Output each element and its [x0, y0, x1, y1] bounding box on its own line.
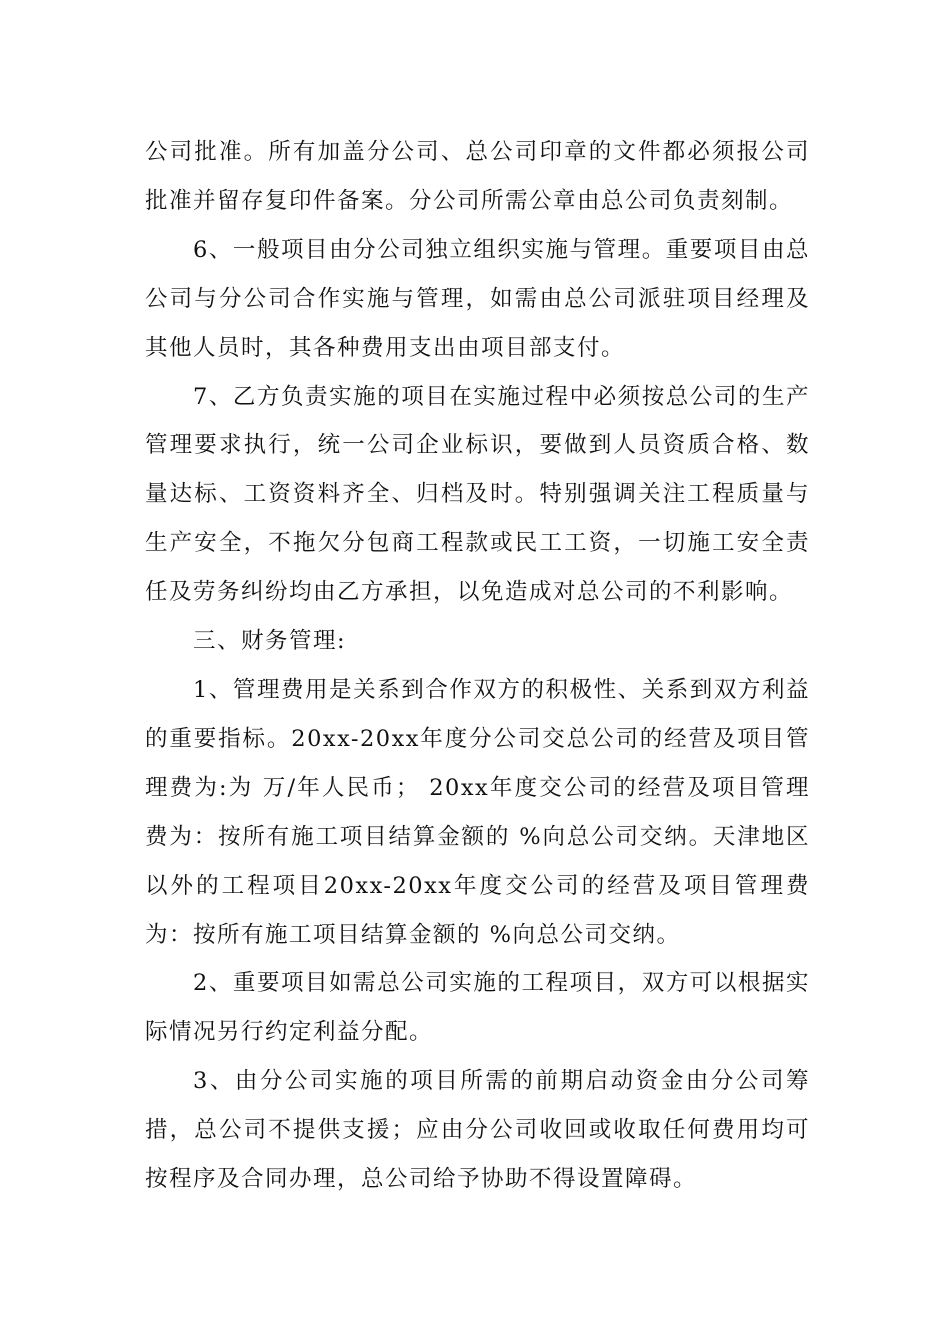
- paragraph-finance-item-2: 2、重要项目如需总公司实施的工程项目，双方可以根据实际情况另行约定利益分配。: [145, 970, 810, 1046]
- paragraph-item-7: 7、乙方负责实施的项目在实施过程中必须按总公司的生产管理要求执行，统一公司企业标识，要做到人员资质合格、数量达标、工资资料齐全、归档及时。特别强调关注工程质量与生产安全，不拖欠分包商工程款或民工工资，一切施工安全责任及劳务纠纷均由乙方承担，以免造成对总公司的不利影响。: [145, 383, 810, 606]
- section-heading-finance: 三、财务管理:: [193, 628, 347, 655]
- paragraph-finance-item-1: 1、管理费用是关系到合作双方的积极性、关系到双方利益的重要指标。20xx-20xx年度分公司交总公司的经营及项目管理费为:为 万/年人民币； 20xx年度交公司的经营及项目管理费为：按所有施工项目结算金额的 %向总公司交纳。天津地区以外的工程项目20xx-20xx年度交公司的经营及项目管理费为：按所有施工项目结算金额的 %向总公司交纳。: [145, 676, 810, 948]
- paragraph-item-6: 6、一般项目由分公司独立组织实施与管理。重要项目由总公司与分公司合作实施与管理，如需由总公司派驻项目经理及其他人员时，其各种费用支出由项目部支付。: [145, 236, 810, 361]
- document-body: [145, 128, 810, 1204]
- paragraph-approval-continuation: 公司批准。所有加盖分公司、总公司印章的文件都必须报公司批准并留存复印件备案。分公司所需公章由总公司负责刻制。: [145, 139, 810, 214]
- paragraph-finance-item-3: 3、由分公司实施的项目所需的前期启动资金由分公司筹措，总公司不提供支援；应由分公司收回或收取任何费用均可按程序及合同办理，总公司给予协助不得设置障碍。: [145, 1068, 810, 1193]
